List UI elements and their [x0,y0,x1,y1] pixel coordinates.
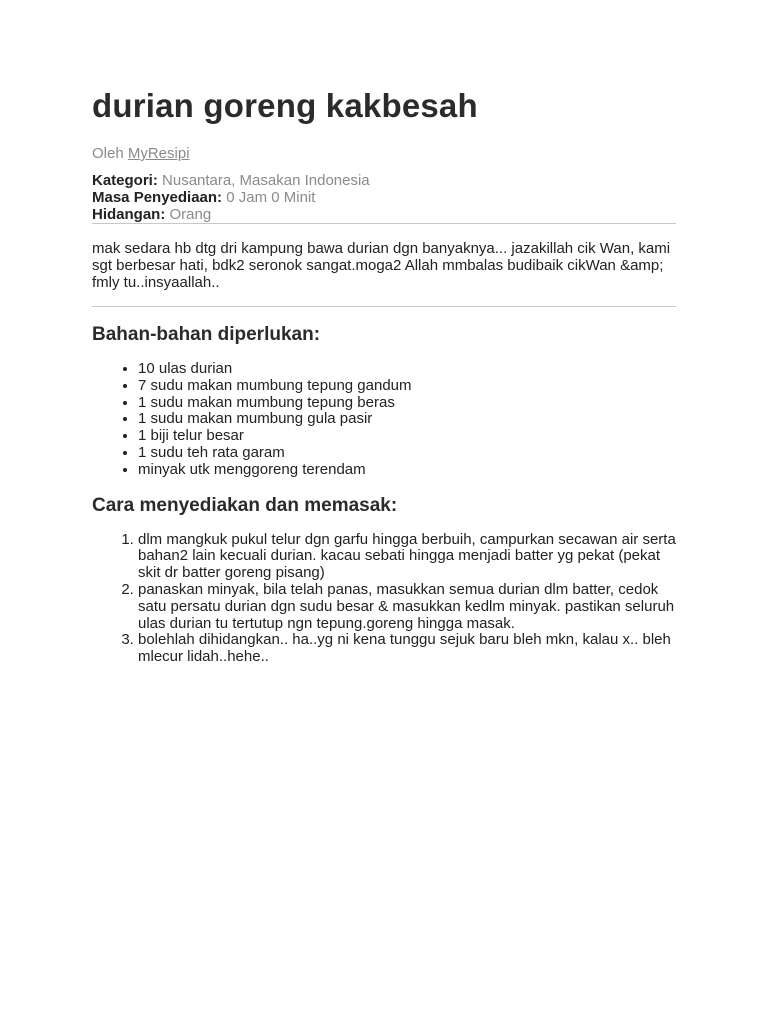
ingredient-item: • minyak utk menggoreng terendam [138,462,676,479]
author-link[interactable]: MyResipi [127,145,190,162]
ingredient-item: • 10 ulas durian [138,361,676,378]
steps-heading: Cara menyediakan dan memasak: [92,494,398,516]
recipe-description: mak sedara hb dtg dri kampung bawa durian dgn banyaknya... jazakillah cik Wan, kami sgt berbesar hati, bdk2 seronok sangat.moga2 Allah mmbalas budibaik cikWan &amp; fmly tu..insyaallah.. [92,240,671,291]
ingredient-item: • 1 sudu teh rata garam [138,445,676,462]
divider-top [92,223,676,224]
meta-category [92,172,676,189]
meta-servings-value: Orang [169,206,212,223]
step-item: 2. panaskan minyak, bila telah panas, masukkan semua durian dlm batter, cedok satu persatu durian dgn sudu besar & masukkan kedlm minyak. pastikan seluruh ulas durian tu tertutup ngn tepung.goreng hingga masak. [138,582,676,632]
step-item: 1. dlm mangkuk pukul telur dgn garfu hingga berbuih, campurkan secawan air serta bahan2 lain kecuali durian. kacau sebati hingga menjadi batter yg pekat (pekat skit dr batter goreng pisang) [138,532,676,582]
meta-prep-label: Masa Penyediaan: [92,189,223,206]
ingredients-list [92,361,676,479]
author-line [92,145,676,163]
meta-category-value: Nusantara, Masakan Indonesia [162,172,370,189]
meta-prep [92,189,676,206]
ingredient-item: • 1 biji telur besar [138,428,676,445]
ingredient-item: • 1 sudu makan mumbung gula pasir [138,411,676,428]
step-item: 3. bolehlah dihidangkan.. ha..yg ni kena tunggu sejuk baru bleh mkn, kalau x.. bleh mlecur lidah..hehe.. [138,632,676,666]
ingredient-item: • 7 sudu makan mumbung tepung gandum [138,378,676,395]
meta-servings-label: Hidangan: [92,206,166,223]
meta-servings [92,206,676,223]
ingredient-item: • 1 sudu makan mumbung tepung beras [138,395,676,412]
steps-list [92,532,676,666]
author-prefix: Oleh [92,145,124,162]
recipe-meta [92,172,676,223]
meta-category-label: Kategori: [92,172,158,189]
divider-bottom [92,306,676,307]
recipe-title: durian goreng kakbesah [92,87,478,124]
ingredients-heading: Bahan-bahan diperlukan: [92,324,321,345]
meta-prep-value: 0 Jam 0 Minit [226,189,316,206]
